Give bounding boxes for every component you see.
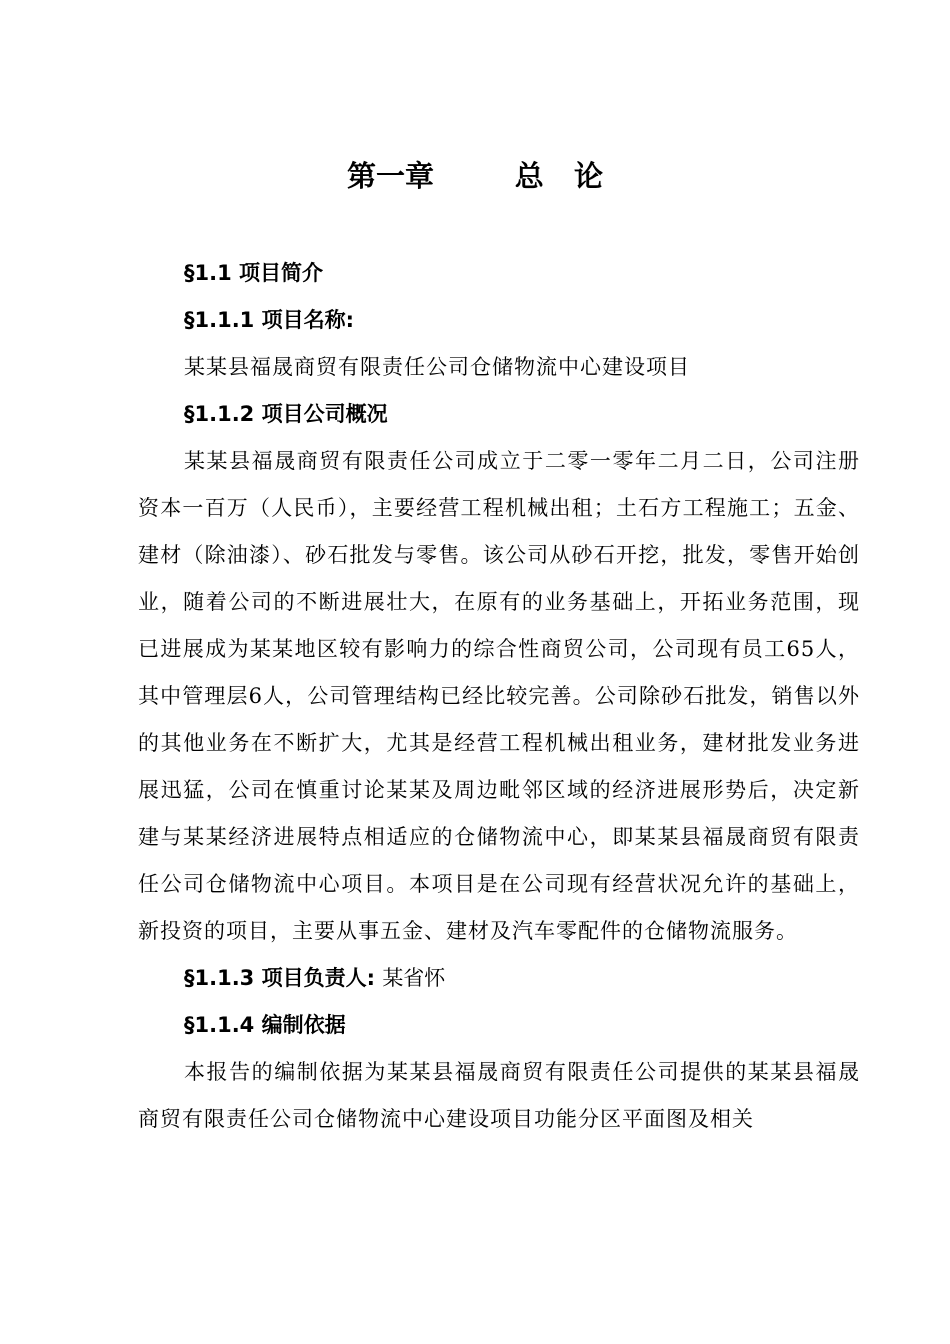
company-overview-paragraph: 某某县福晟商贸有限责任公司成立于二零一零年二月二日，公司注册资本一百万（人民币），主要经营工程机械出租；土石方工程施工；五金、建材（除油漆）、砂石批发与零售。该公司从砂石开挖，批发，零售开始创业，随着公司的不断进展壮大，在原有的业务基础上，开拓业务范围，现已进展成为某某地区较有影响力的综合性商贸公司，公司现有员工65人，其中管理层6人，公司管理结构已经比较完善。公司除砂石批发，销售以外的其他业务在不断扩大，尤其是经营工程机械出租业务，建材批发业务进展迅猛，公司在慎重讨论某某及周边毗邻区域的经济进展形势后，决定新建与某某经济进展特点相适应的仓储物流中心，即某某县福晟商贸有限责任公司仓储物流中心项目。本项目是在公司现有经营状况允许的基础上，新投资的项目，主要从事五金、建材及汽车零配件的仓储物流服务。 (138, 449, 860, 943)
section-heading-1-1-4: §1.1.4 编制依据 (184, 1013, 346, 1037)
section-heading-1-1: §1.1 项目简介 (184, 261, 324, 285)
project-leader-label: §1.1.3 项目负责人: (184, 966, 375, 990)
chapter-title: 第一章 总 论 (346, 159, 604, 193)
section-heading-1-1-2: §1.1.2 项目公司概况 (184, 402, 388, 426)
project-leader-value: 某省怀 (382, 966, 446, 990)
document-body (138, 250, 860, 1143)
project-name-paragraph: 某某县福晟商贸有限责任公司仓储物流中心建设项目 (184, 355, 690, 379)
section-heading-1-1-1: §1.1.1 项目名称: (184, 308, 354, 332)
section-heading-1-1-3 (138, 955, 860, 1002)
basis-paragraph: 本报告的编制依据为某某县福晟商贸有限责任公司提供的某某县福晟商贸有限责任公司仓储物流中心建设项目功能分区平面图及相关 (138, 1060, 860, 1131)
